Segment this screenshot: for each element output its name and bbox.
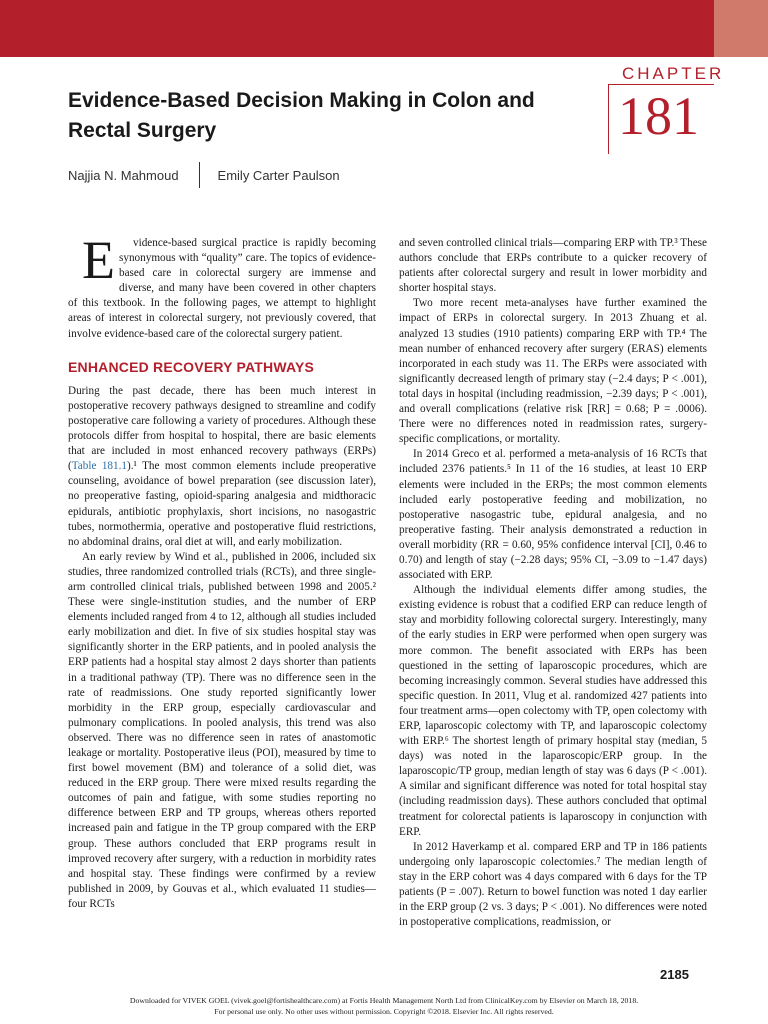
section-heading: ENHANCED RECOVERY PATHWAYS <box>68 358 315 375</box>
body-text: ).¹ The most common elements include preoperative counseling, avoidance of bowel preparation (see discussion later), no preoperative fasting, opioid-sparing analgesia and midthoracic epidurals, antibiotic prophylaxis, short incisions, no nasogastric tubes, normothermia, operative and postoperative fluid restrictions, no abdominal drains, oral diet at will, and early mobilization. <box>68 460 376 548</box>
intro-text: vidence-based surgical practice is rapidly becoming synonymous with “quality” care. The topics of evidence-based care in colorectal surgery are immense and diverse, and many have been covered in other chapters of this textbook. In the following pages, we attempt to highlight areas of interest in colorectal surgery, not previously covered, that involve evidence-based care of the colorectal surgery patient. <box>68 237 376 340</box>
table-link[interactable]: Table 181.1 <box>71 460 127 473</box>
body-paragraph: and seven controlled clinical trials—comparing ERP with TP.³ These authors conclude that ERPs contribute to a quicker recovery of patients after colorectal surgery and result in lower morbidity and shorter hospital stays. <box>399 237 707 295</box>
right-column <box>399 236 707 930</box>
author-line <box>68 162 340 188</box>
page-title: Evidence-Based Decision Making in Colon and Rectal Surgery <box>68 89 535 142</box>
page-number: 2185 <box>660 967 689 982</box>
intro-paragraph <box>68 230 376 342</box>
body-paragraph <box>68 550 376 912</box>
drop-cap: E <box>82 230 115 290</box>
body-paragraph: Two more recent meta-analyses have further examined the impact of ERPs in colorectal surgery. In 2013 Zhuang et al. analyzed 13 studies (1910 patients) comparing ERP with TP.⁴ The mean number of enhanced recovery after surgery (ERAS) elements incorporated in each study was 11. The ERPs were associated with significantly decreased length of primary stay (−2.4 days; P < .001), total days in hospital (including readmission, −2.39 days; P < .001), and overall complications (relative risk [RR] = 0.68; P = .0006). There were no differences noted in readmission rates, surgery-specific complications, or mortality. <box>399 297 707 446</box>
author-separator <box>199 162 200 188</box>
author-2: Emily Carter Paulson <box>217 167 340 183</box>
body-text: During the past decade, there has been much interest in postoperative recovery pathways designed to streamline and codify postoperative care following a variety of procedures. Although these protocols differ from hospital to hospital, there are basic elements that are included in most enhanced recovery pathways (ERPs) ( <box>68 384 376 473</box>
body-paragraph: In 2012 Haverkamp et al. compared ERP and TP in 186 patients undergoing only laparoscopic colectomies.⁷ The median length of stay in the ERP cohort was 4 days compared with 6 days for the TP patients (P = .007). Return to bowel function was noted 1 day earlier in the ERP group (2 vs. 3 days; P < .001). No differences were noted in postoperative complications, readmission, or <box>399 840 707 929</box>
footer-line-1: Downloaded for VIVEK GOEL (vivek.goel@fortishealthcare.com) at Fortis Health Management North Ltd from ClinicalKey.com by Elsevier on March 18, 2018. <box>129 996 639 1005</box>
header-band <box>0 0 714 57</box>
body-paragraph <box>68 384 376 550</box>
left-column <box>68 230 376 912</box>
body-paragraph: Although the individual elements differ among studies, the existing evidence is robust that a codified ERP can reduce length of stay and morbidity following colorectal surgery. Interestingly, many of the early studies in ERP were performed when open surgery was more common. The benefit associated with ERPs has been questioned in the setting of laparoscopic procedures, which are becoming increasingly common. Several studies have addressed this specific question. In 2011, Vlug et al. randomized 427 patients into four treatment arms—open colectomy with TP, open colectomy with ERP, laparoscopic colectomy with TP, and laparoscopic colectomy with ERP.⁶ The shortest length of primary hospital stay (median, 5 days) was noted in the laparoscopic/ERP group. In the laparoscopic/TP group, median length of stay was 6 days (P < .001). A similar and significant difference was noted for total hospital stay (including readmission days). These authors concluded that optimal treatment for colorectal patients is laparoscopy in conjunction with ERP. <box>399 584 707 838</box>
body-text: An early review by Wind et al., published in 2006, included six studies, three randomized controlled trials (RCTs), and three single-arm controlled clinical trials, published between 1998 and 2005.² These were single-institution studies, and the number of ERP elements included ranged from 4 to 12, although all studies included early mobilization and diet. In five of six studies hospital stay was significantly shorter in the ERP patients, and in pooled analysis the ERP patients had a hospital stay almost 2 days shorter than patients in a traditional pathway (TP). There was no difference seen in the rate of readmissions. One study reported significantly lower morbidity in the ERP group, especially cardiovascular and pulmonary complications. In pooled analysis, this trend was also observed. There was no difference seen in rates of anastomotic leakage or mortality. Postoperative ileus (POI), measured by time to first bowel movement (BM) and tolerance of a solid diet, was reduced in the ERP group. There were mixed results regarding the outcomes of pain and fatigue, with some studies reporting no difference between ERP and TP groups, whereas others reported increased pain and fatigue in the TP group compared with the ERP group. These authors concluded that ERP programs result in improved recovery after surgery, with a reduction in morbidity rates and hospital stay. These findings were confirmed by a review published in 2009, by Gouvas et al., which evaluated 11 studies—four RCTs <box>68 550 376 910</box>
author-1: Najjia N. Mahmoud <box>68 167 179 183</box>
chapter-number: 181 <box>618 86 699 146</box>
footer-line-2: For personal use only. No other uses without permission. Copyright ©2018. Elsevier Inc. All rights reserved. <box>214 1007 554 1016</box>
chapter-rule <box>608 84 714 85</box>
chapter-badge <box>608 64 725 154</box>
body-paragraph: In 2014 Greco et al. performed a meta-analysis of 16 RCTs that included 2376 patients.⁵ In 11 of the 16 studies, at least 10 ERP elements were included in the ERPs; the most common elements included early postoperative feeding and mobilization, no postoperative nasogastric tube, epidural analgesia, and no preoperative fasting. Their analysis demonstrated a reduction in overall morbidity (RR = 0.60, 95% confidence interval [CI], 0.46 to 0.70) and length of stay (−2.28 days; 95% CI, −3.09 to −1.47 days) associated with ERP. <box>399 448 707 582</box>
download-footer <box>0 995 768 1017</box>
chapter-rule-left <box>608 84 609 154</box>
header-band-accent <box>714 0 768 57</box>
chapter-label: CHAPTER <box>622 64 725 83</box>
